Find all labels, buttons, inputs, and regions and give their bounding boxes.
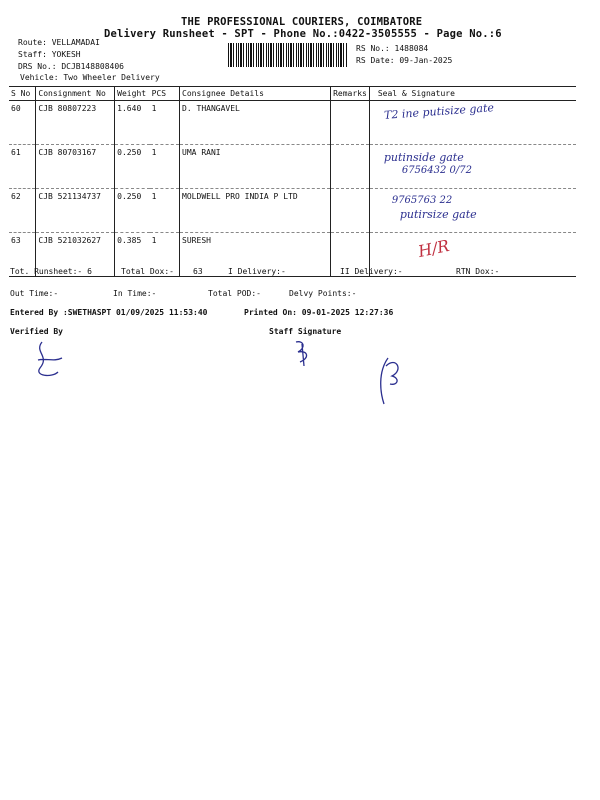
cell-pcs: 1 xyxy=(150,101,180,145)
col-seal: Seal & Signature xyxy=(369,87,576,101)
cell-consignment: CJB 80807223 xyxy=(36,101,115,145)
cell-consignee: SURESH xyxy=(180,233,331,277)
company-title: THE PROFESSIONAL COURIERS, COIMBATORE xyxy=(181,16,423,28)
staff-label: Staff: YOKESH xyxy=(18,50,81,59)
staff-signature xyxy=(290,336,316,370)
cell-consignee: D. THANGAVEL xyxy=(180,101,331,145)
col-pcs: PCS xyxy=(150,87,180,101)
rtn-dox: RTN Dox:- xyxy=(456,267,500,276)
cell-seal xyxy=(369,101,576,145)
printed-on: Printed On: 09-01-2025 12:27:36 xyxy=(244,308,394,317)
handwritten-signature: putinside gate xyxy=(383,151,464,164)
runsheet-title: Delivery Runsheet - SPT - Phone No.:0422-3505555 - Page No.:6 xyxy=(104,28,502,40)
handwritten-signature: T2 ine putisize gate xyxy=(383,101,495,122)
handwritten-number: 9765763 22 xyxy=(391,195,453,206)
cell-sno: 62 xyxy=(9,189,36,233)
delvy-points: Delvy Points:- xyxy=(289,289,357,298)
cell-seal xyxy=(369,145,576,189)
table-row xyxy=(9,145,576,189)
staff-signature-label: Staff Signature xyxy=(269,327,342,336)
verified-by-label: Verified By xyxy=(10,327,63,336)
cell-weight: 1.640 xyxy=(115,101,150,145)
out-time: Out Time:- xyxy=(10,289,59,298)
ii-delivery: II Delivery:- xyxy=(340,267,403,276)
col-remarks: Remarks xyxy=(331,87,370,101)
cell-seal xyxy=(369,189,576,233)
rs-date: RS Date: 09-Jan-2025 xyxy=(356,56,453,65)
verified-by-signature xyxy=(28,338,68,380)
vehicle-label: Vehicle: Two Wheeler Delivery xyxy=(20,73,160,82)
entered-by: Entered By :SWETHASPT 01/09/2025 11:53:40 xyxy=(10,308,208,317)
cell-pcs: 1 xyxy=(150,189,180,233)
table-row xyxy=(9,189,576,233)
handwritten-number: 6756432 0/72 xyxy=(401,165,472,176)
handwritten-signature: putirsize gate xyxy=(399,208,477,221)
table-row xyxy=(9,101,576,145)
table-header-row xyxy=(9,87,576,101)
route-label: Route: VELLAMADAI xyxy=(18,38,100,47)
cell-pcs: 1 xyxy=(150,233,180,277)
cell-consignee: MOLDWELL PRO INDIA P LTD xyxy=(180,189,331,233)
cell-sno: 63 xyxy=(9,233,36,277)
total-dox-label: Total Dox:- xyxy=(121,267,174,276)
col-weight: Weight xyxy=(115,87,150,101)
col-sno: S No xyxy=(9,87,36,101)
cell-weight: 0.250 xyxy=(115,189,150,233)
cell-consignment: CJB 521032627 xyxy=(36,233,115,277)
tot-runsheet: Tot. Runsheet:- 6 xyxy=(10,267,92,276)
cell-remarks xyxy=(331,145,370,189)
cell-weight: 0.385 xyxy=(115,233,150,277)
cell-consignment: CJB 80703167 xyxy=(36,145,115,189)
total-pod: Total POD:- xyxy=(208,289,261,298)
col-consignment: Consignment No xyxy=(36,87,115,101)
runsheet-table xyxy=(9,86,576,277)
extra-signature xyxy=(376,352,406,408)
cell-pcs: 1 xyxy=(150,145,180,189)
cell-remarks xyxy=(331,101,370,145)
col-consignee: Consignee Details xyxy=(180,87,331,101)
barcode xyxy=(228,43,348,67)
drs-number: DRS No.: DCJB148808406 xyxy=(18,62,124,71)
cell-consignment: CJB 521134737 xyxy=(36,189,115,233)
cell-weight: 0.250 xyxy=(115,145,150,189)
cell-sno: 61 xyxy=(9,145,36,189)
i-delivery: I Delivery:- xyxy=(228,267,286,276)
rs-number: RS No.: 1488084 xyxy=(356,44,429,53)
cell-remarks xyxy=(331,189,370,233)
total-dox-value: 63 xyxy=(193,267,203,276)
cell-sno: 60 xyxy=(9,101,36,145)
handwritten-signature: H/R xyxy=(416,235,451,262)
in-time: In Time:- xyxy=(113,289,157,298)
cell-consignee: UMA RANI xyxy=(180,145,331,189)
